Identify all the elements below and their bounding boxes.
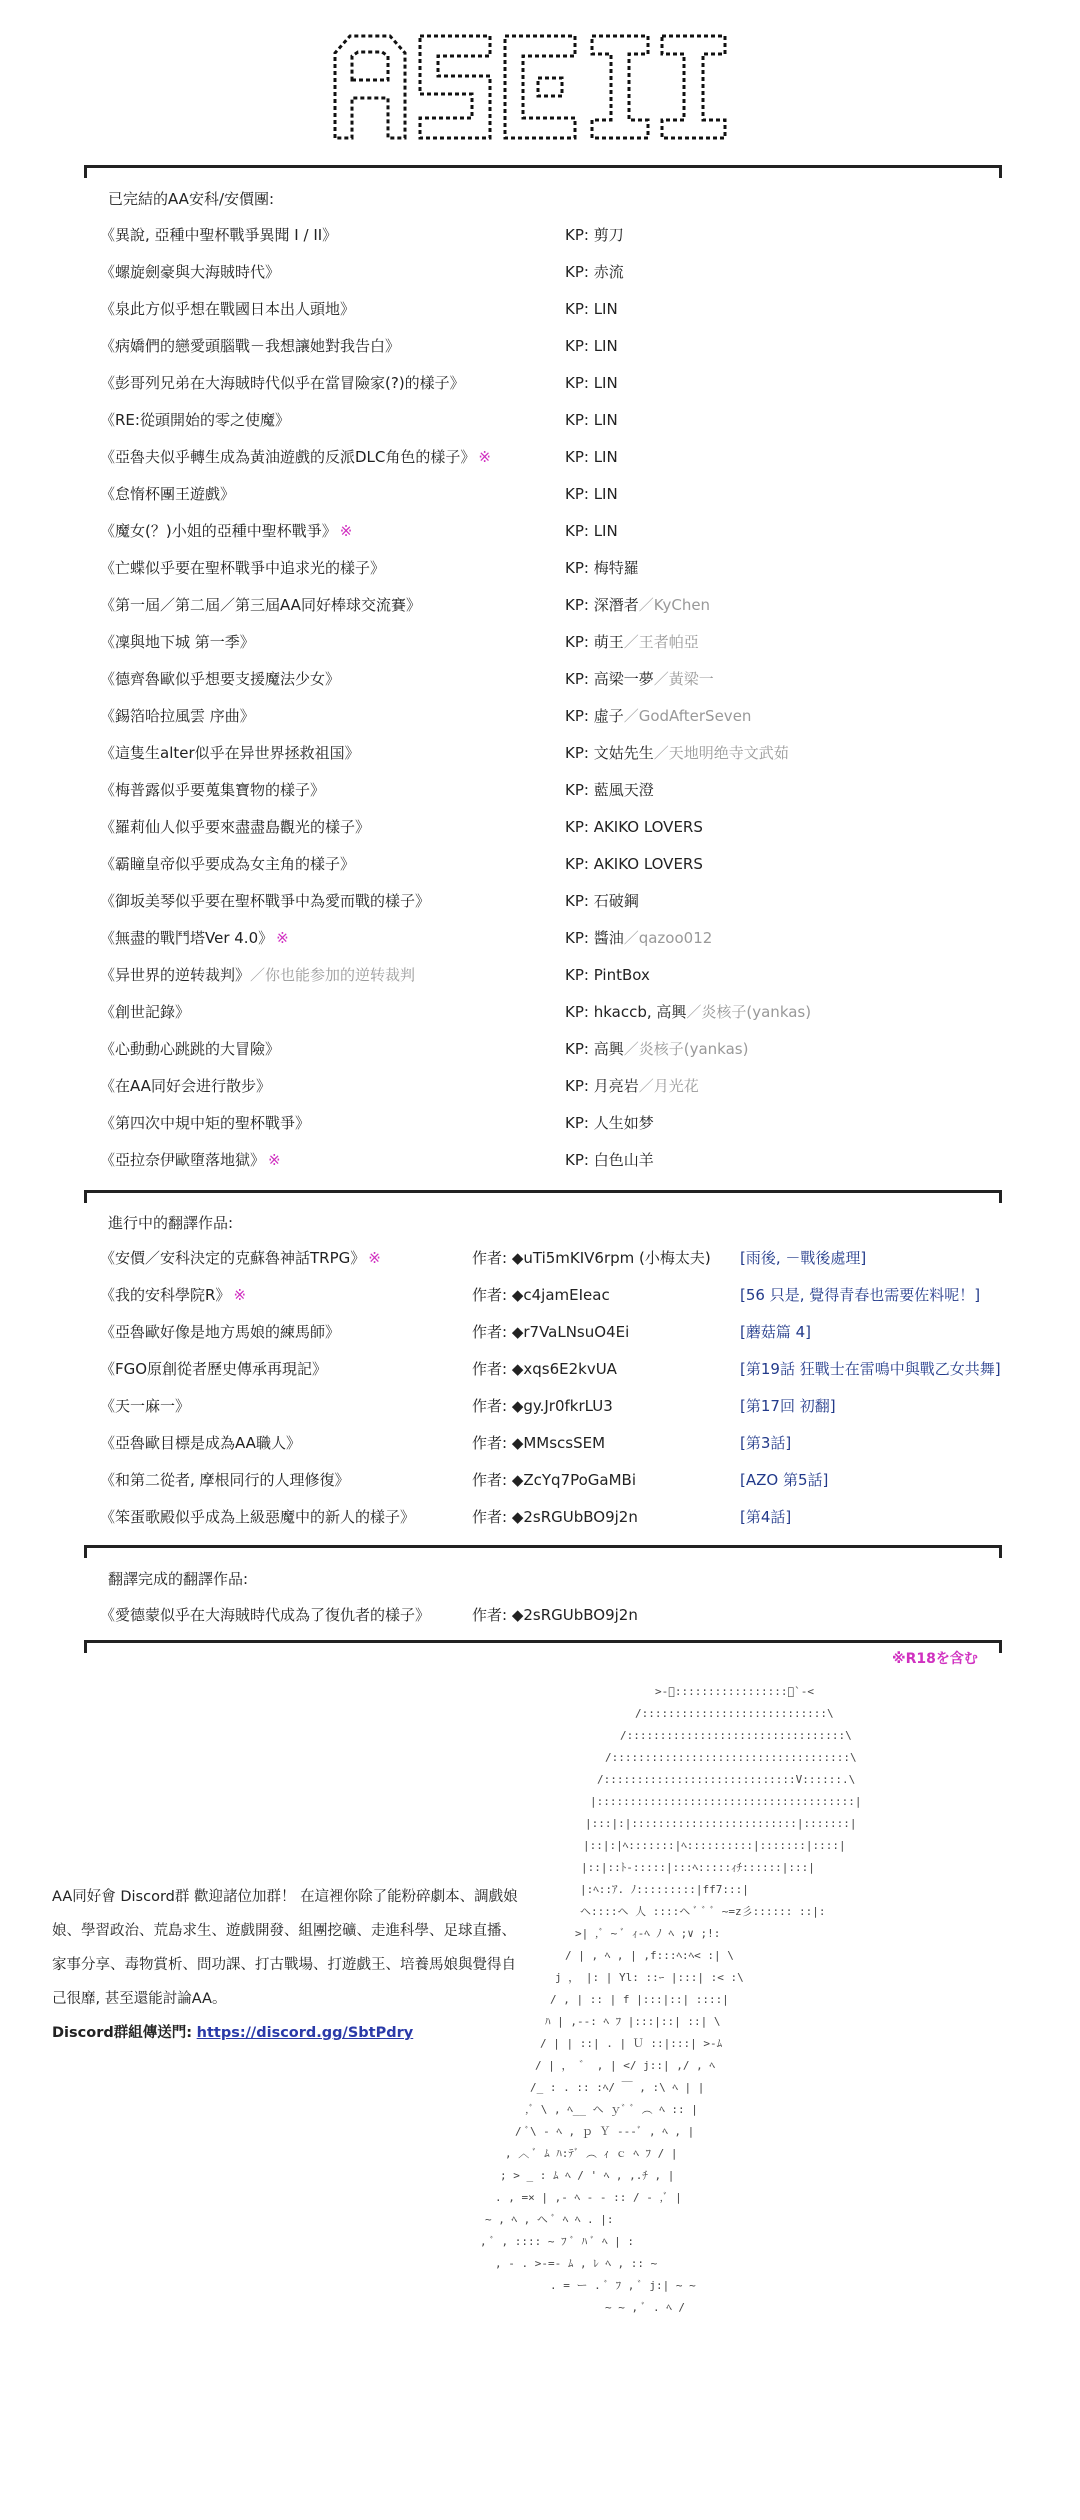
ongoing-row[interactable] bbox=[0, 1428, 1080, 1458]
author-name: 作者: ◆2sRGUbBO9j2n bbox=[472, 1606, 638, 1624]
completed-title bbox=[100, 1071, 271, 1101]
chapter-status: [第19話 狂戰士在雷鳴中與戰乙女共舞] bbox=[740, 1360, 1001, 1378]
completed-title bbox=[100, 738, 360, 768]
completed-title bbox=[100, 405, 290, 435]
work-title: 《德齊魯歐似乎想要支援魔法少女》 bbox=[100, 670, 341, 688]
discord-link-label: Discord群組傳送門: bbox=[52, 2025, 193, 2041]
completed-title bbox=[100, 368, 465, 398]
ongoing-row[interactable] bbox=[0, 1502, 1080, 1532]
svg-text:|:ﾍ::ｱ. ﾉ:::::::::|ff7::: |:ﾍ::ｱ. ﾉ:::::::::|ff7:::| bbox=[580, 1883, 749, 1896]
kp-alias: ／王者帕亞 bbox=[623, 633, 699, 651]
work-title: 《亞魯夫似乎轉生成為黃油遊戲的反派DLC角色的樣子》 bbox=[100, 448, 476, 466]
ongoing-title bbox=[100, 1243, 381, 1273]
completed-title bbox=[100, 701, 255, 731]
completed-row[interactable] bbox=[0, 442, 1080, 472]
work-title: 《這隻生alter似乎在异世界拯救祖国》 bbox=[100, 744, 360, 762]
r18-mark: ※ bbox=[268, 1151, 281, 1169]
completed-row[interactable] bbox=[0, 331, 1080, 361]
kp-name bbox=[565, 664, 714, 694]
author-name: 作者: ◆2sRGUbBO9j2n bbox=[472, 1508, 638, 1526]
completed-row[interactable] bbox=[0, 590, 1080, 620]
svg-text:/:::::::::::::::::::::::::::::: /:::::::::::::::::::::::::::::V::::::.\ bbox=[597, 1773, 856, 1786]
completed-title bbox=[100, 997, 190, 1027]
svg-text:ﾊ | ,--: ﾍ ﾌ |:::|: ﾊ | ,--: ﾍ ﾌ |:::|::| ::| \ bbox=[545, 2015, 721, 2028]
completed-title bbox=[100, 1034, 280, 1064]
work-title: 《心動動心跳跳的大冒險》 bbox=[100, 1040, 281, 1058]
ascii-art-figure bbox=[455, 1665, 1055, 2325]
svg-text:/::::::::::::::::::::::::::::\: /::::::::::::::::::::::::::::\ bbox=[635, 1707, 834, 1720]
r18-note: ※R18を含む bbox=[892, 1651, 978, 1667]
author-name: 作者: ◆r7VaLNsuO4Ei bbox=[472, 1323, 630, 1341]
kp-name bbox=[565, 479, 618, 509]
ongoing-title bbox=[100, 1465, 350, 1495]
ongoing-row[interactable] bbox=[0, 1317, 1080, 1347]
svg-text:|:::|:|:::::::::::::::::::::::: |:::|:|:::::::::::::::::::::::::|:::::::| bbox=[585, 1817, 857, 1830]
kp-primary: KP: LIN bbox=[565, 485, 618, 503]
svg-text:>-ﾞ:::::::::::::::::ﾞ`-<: >-ﾞ:::::::::::::::::ﾞ`-< bbox=[655, 1685, 814, 1698]
divider-ongoing bbox=[84, 1190, 1002, 1193]
completed-title bbox=[100, 1145, 281, 1175]
completed-row[interactable] bbox=[0, 479, 1080, 509]
svg-text:/ | ， ゛ , | </ j::|: / | ， ゛ , | </ j::| ,/ , ﾍ bbox=[535, 2059, 715, 2072]
completed-row[interactable] bbox=[0, 738, 1080, 768]
kp-name bbox=[565, 738, 789, 768]
kp-primary: KP: 月亮岩 bbox=[565, 1077, 639, 1095]
svg-text:; > _ : ﾑ ﾍ / ': ; > _ : ﾑ ﾍ / ' ﾍ , ,.ﾁ , | bbox=[500, 2169, 675, 2182]
kp-name bbox=[565, 960, 650, 990]
kp-primary: KP: 梅特羅 bbox=[565, 559, 639, 577]
author-name: 作者: ◆gy.Jr0fkrLU3 bbox=[472, 1397, 613, 1415]
work-title: 《亞魯歐好像是地方馬娘的練馬師》 bbox=[100, 1323, 341, 1341]
completed-row[interactable] bbox=[0, 812, 1080, 842]
kp-alias: ／黃梁一 bbox=[653, 670, 714, 688]
work-title: 《霸瞳皇帝似乎要成為女主角的樣子》 bbox=[100, 855, 356, 873]
completed-title bbox=[100, 479, 235, 509]
kp-primary: KP: AKIKO LOVERS bbox=[565, 818, 703, 836]
kp-alias: ／KyChen bbox=[638, 596, 711, 614]
author-name: 作者: ◆uTi5mKIV6rpm (小梅太夫) bbox=[472, 1249, 711, 1267]
work-title: 《在AA同好会进行散步》 bbox=[100, 1077, 271, 1095]
kp-name bbox=[565, 442, 618, 472]
work-title: 《亡蝶似乎要在聖杯戰爭中追求光的樣子》 bbox=[100, 559, 386, 577]
work-title: 《御坂美琴似乎要在聖杯戰爭中為愛而戰的樣子》 bbox=[100, 892, 431, 910]
r18-mark: ※ bbox=[276, 929, 289, 947]
kp-primary: KP: 醬油 bbox=[565, 929, 624, 947]
kp-name bbox=[565, 331, 618, 361]
completed-row[interactable] bbox=[0, 405, 1080, 435]
kp-name bbox=[565, 1034, 748, 1064]
kp-name bbox=[565, 294, 618, 324]
svg-text:/ ﾞ\ - ﾍ , ｐ Ｙ ---ﾞ: / ﾞ\ - ﾍ , ｐ Ｙ ---ﾞ , ﾍ , | bbox=[515, 2125, 695, 2138]
work-title: 《和第二從者, 摩根同行的人理修復》 bbox=[100, 1471, 350, 1489]
svg-text:~ ~ , ﾞ . ﾍ /: ~ ~ , ﾞ . ﾍ / bbox=[605, 2301, 686, 2314]
work-title: 《魔女(？)小姐的亞種中聖杯戰爭》 bbox=[100, 522, 337, 540]
completed-row[interactable] bbox=[0, 368, 1080, 398]
completed-row[interactable] bbox=[0, 775, 1080, 805]
kp-name bbox=[565, 516, 618, 546]
r18-mark: ※ bbox=[368, 1249, 381, 1267]
chapter-status: [第17回 初翻] bbox=[740, 1397, 836, 1415]
chapter-status: [56 只是, 覺得青春也需要佐料呢！] bbox=[740, 1286, 981, 1304]
completed-row[interactable] bbox=[0, 1034, 1080, 1064]
ongoing-title bbox=[100, 1391, 190, 1421]
chapter-status: [第4話] bbox=[740, 1508, 792, 1526]
finished-heading: 翻譯完成的翻譯作品: bbox=[108, 1570, 249, 1588]
completed-row[interactable] bbox=[0, 220, 1080, 250]
completed-row[interactable] bbox=[0, 923, 1080, 953]
kp-primary: KP: 虛子 bbox=[565, 707, 624, 725]
completed-title bbox=[100, 923, 289, 953]
kp-name bbox=[565, 997, 811, 1027]
kp-primary: KP: 剪刀 bbox=[565, 226, 624, 244]
kp-alias: ／炎核子(yankas) bbox=[686, 1003, 812, 1021]
ongoing-row[interactable] bbox=[0, 1465, 1080, 1495]
completed-row[interactable] bbox=[0, 516, 1080, 546]
ongoing-row[interactable] bbox=[0, 1391, 1080, 1421]
completed-row[interactable] bbox=[0, 960, 1080, 990]
completed-row[interactable] bbox=[0, 627, 1080, 657]
kp-name bbox=[565, 701, 751, 731]
svg-text:|::|:|ﾍ:::::::|ﾍ::::::::::|:::: |::|:|ﾍ:::::::|ﾍ::::::::::|:::::::|::::| bbox=[583, 1839, 846, 1852]
divider-top bbox=[84, 165, 1002, 168]
completed-title bbox=[100, 775, 325, 805]
work-title: 《怠惰杯團王遊戲》 bbox=[100, 485, 236, 503]
work-title: 《第一屆／第二屆／第三屆AA同好棒球交流賽》 bbox=[100, 596, 421, 614]
kp-alias: ／GodAfterSeven bbox=[623, 707, 752, 725]
work-title: 《天一麻一》 bbox=[100, 1397, 191, 1415]
kp-primary: KP: LIN bbox=[565, 448, 618, 466]
kp-name bbox=[565, 849, 703, 879]
completed-title bbox=[100, 442, 491, 472]
svg-text:/ | , ﾍ , | ,: / | , ﾍ , | ,f:::ﾍ:ﾍ< :| \ bbox=[565, 1949, 734, 1962]
svg-text:/:::::::::::::::::::::::::::::: /:::::::::::::::::::::::::::::::::\ bbox=[620, 1729, 852, 1742]
ascii-logo bbox=[330, 28, 730, 148]
ongoing-title bbox=[100, 1317, 340, 1347]
ongoing-row[interactable] bbox=[0, 1354, 1080, 1384]
work-title-note: ／你也能参加的逆转裁判 bbox=[250, 966, 416, 984]
kp-primary: KP: AKIKO LOVERS bbox=[565, 855, 703, 873]
finished-row[interactable] bbox=[0, 1600, 1080, 1630]
author-name: 作者: ◆xqs6E2kvUA bbox=[472, 1360, 617, 1378]
completed-row[interactable] bbox=[0, 849, 1080, 879]
completed-row[interactable] bbox=[0, 553, 1080, 583]
chapter-status: [雨後, －戰後處理] bbox=[740, 1249, 867, 1267]
svg-text:, ﾞ , :::: ~ ﾌ ﾞ ﾊ: , ﾞ , :::: ~ ﾌ ﾞ ﾊ ﾞ ﾍ | : bbox=[480, 2235, 635, 2248]
discord-link[interactable]: https://discord.gg/SbtPdry bbox=[196, 2025, 414, 2041]
svg-text:, ︿ ﾞ ﾑ ﾊ:ﾃﾞ ︵ ｨ ｃ: , ︿ ﾞ ﾑ ﾊ:ﾃﾞ ︵ ｨ ｃ ﾍ ﾌ / | bbox=[505, 2147, 678, 2160]
kp-name bbox=[565, 553, 639, 583]
svg-text:/ , | :: | f |:::: / , | :: | f |:::|::| ::::| bbox=[550, 1993, 729, 2006]
kp-primary: KP: LIN bbox=[565, 411, 618, 429]
svg-text:>| ,ﾞ ~ ﾞ ｨ-ﾍ ﾉ ﾍ: >| ,ﾞ ~ ﾞ ｨ-ﾍ ﾉ ﾍ ;∨ ;!: bbox=[575, 1927, 721, 1940]
work-title: 《亞拉奈伊歐墮落地獄》 bbox=[100, 1151, 266, 1169]
completed-row[interactable] bbox=[0, 701, 1080, 731]
r18-mark: ※ bbox=[339, 522, 353, 540]
kp-name bbox=[565, 812, 703, 842]
completed-title bbox=[100, 257, 280, 287]
work-title: 《螺旋劍豪與大海賊時代》 bbox=[100, 263, 281, 281]
discord-info bbox=[52, 1880, 522, 2050]
work-title: 《安價／安科決定的克蘇魯神話TRPG》 bbox=[100, 1249, 366, 1267]
completed-title bbox=[100, 664, 340, 694]
svg-text:~ , ﾍ , ヘ ﾞ: ~ , ﾍ , ヘ ﾞ ﾍ ﾍ . |: bbox=[485, 2213, 614, 2226]
kp-primary: KP: 萌王 bbox=[565, 633, 624, 651]
completed-title bbox=[100, 516, 352, 546]
kp-name bbox=[565, 923, 712, 953]
completed-row[interactable] bbox=[0, 997, 1080, 1027]
work-title: 《病嬌們的戀愛頭腦戰－我想讓她對我告白》 bbox=[100, 337, 401, 355]
ongoing-title bbox=[100, 1502, 415, 1532]
work-title: 《愛德蒙似乎在大海賊時代成為了復仇者的樣子》 bbox=[100, 1606, 431, 1624]
work-title: 《羅莉仙人似乎要來盡盡島觀光的樣子》 bbox=[100, 818, 371, 836]
kp-alias: ／炎核子(yankas) bbox=[623, 1040, 749, 1058]
completed-row[interactable] bbox=[0, 1145, 1080, 1175]
ongoing-row[interactable] bbox=[0, 1280, 1080, 1310]
svg-text:/:::::::::::::::::::::::::::::: /::::::::::::::::::::::::::::::::::::\ bbox=[605, 1751, 857, 1764]
work-title: 《笨蛋歌殿似乎成為上級惡魔中的新人的樣子》 bbox=[100, 1508, 416, 1526]
kp-primary: KP: LIN bbox=[565, 337, 618, 355]
ongoing-title bbox=[100, 1428, 301, 1458]
kp-primary: KP: LIN bbox=[565, 300, 618, 318]
r18-mark: ※ bbox=[478, 448, 491, 466]
svg-text:,ﾞ \ , ﾍ__ ヘ ｙﾞ ﾞ ︵ ﾍ: ,ﾞ \ , ﾍ__ ヘ ｙﾞ ﾞ ︵ ﾍ :: | bbox=[525, 2103, 698, 2116]
kp-name bbox=[565, 368, 618, 398]
kp-primary: KP: 石破鋼 bbox=[565, 892, 639, 910]
completed-row[interactable] bbox=[0, 886, 1080, 916]
svg-text:/ | | ::| . | Ｕ: / | | ::| . | Ｕ ::|:::| >-ﾑ bbox=[540, 2037, 723, 2050]
svg-text:. , =× | ,- ﾍ - -: . , =× | ,- ﾍ - - :: / - ,ﾞ | bbox=[495, 2191, 682, 2204]
kp-primary: KP: LIN bbox=[565, 522, 618, 540]
kp-primary: KP: 藍風天澄 bbox=[565, 781, 654, 799]
finished-title bbox=[100, 1600, 430, 1630]
completed-title bbox=[100, 590, 421, 620]
kp-name bbox=[565, 1145, 654, 1175]
svg-text:. = ー . ﾞ ﾌ , ﾞ: . = ー . ﾞ ﾌ , ﾞ j:| ~ ~ bbox=[550, 2279, 696, 2292]
author-name: 作者: ◆MMscsSEM bbox=[472, 1434, 606, 1452]
svg-text:, - . >-=- ﾑ , ﾚ: , - . >-=- ﾑ , ﾚ ﾍ , :: ~ bbox=[495, 2257, 658, 2270]
chapter-status: [第3話] bbox=[740, 1434, 792, 1452]
kp-primary: KP: 深潛者 bbox=[565, 596, 639, 614]
kp-primary: KP: 白色山羊 bbox=[565, 1151, 654, 1169]
svg-text:ヘ::::ヘ 人 ::::ヘ ﾞ ﾞ ﾞ ~=z彡::::: ヘ::::ヘ 人 ::::ヘ ﾞ ﾞ ﾞ ~=z彡:::::: ::|: bbox=[580, 1905, 826, 1918]
ongoing-title bbox=[100, 1354, 327, 1384]
ongoing-title bbox=[100, 1280, 246, 1310]
work-title: 《泉此方似乎想在戰國日本出人頭地》 bbox=[100, 300, 356, 318]
kp-name bbox=[565, 1108, 654, 1138]
kp-primary: KP: 高興 bbox=[565, 1040, 624, 1058]
chapter-status: [蘑菇篇 4] bbox=[740, 1323, 812, 1341]
kp-alias: ／月光花 bbox=[638, 1077, 699, 1095]
work-title: 《RE:從頭開始的零之使魔》 bbox=[100, 411, 290, 429]
svg-text:/_ : . :: :ﾍ/ ￣ , :: /_ : . :: :ﾍ/ ￣ , :\ ﾍ | | bbox=[530, 2081, 705, 2094]
author-name: 作者: ◆c4jamEIeac bbox=[472, 1286, 610, 1304]
completed-row[interactable] bbox=[0, 664, 1080, 694]
kp-name bbox=[565, 886, 639, 916]
work-title: 《异世界的逆转裁判》 bbox=[100, 966, 251, 984]
completed-row[interactable] bbox=[0, 1108, 1080, 1138]
kp-alias: ／qazoo012 bbox=[623, 929, 713, 947]
r18-mark: ※ bbox=[233, 1286, 247, 1304]
completed-heading: 已完結的AA安科/安價團: bbox=[108, 190, 275, 208]
completed-title bbox=[100, 220, 337, 250]
work-title: 《第四次中規中矩的聖杯戰爭》 bbox=[100, 1114, 311, 1132]
chapter-status: [AZO 第5話] bbox=[740, 1471, 829, 1489]
kp-primary: KP: 赤流 bbox=[565, 263, 624, 281]
ongoing-heading: 進行中的翻譯作品: bbox=[108, 1214, 234, 1232]
kp-primary: KP: LIN bbox=[565, 374, 618, 392]
kp-name bbox=[565, 775, 654, 805]
completed-title bbox=[100, 960, 415, 990]
completed-title bbox=[100, 849, 355, 879]
kp-primary: KP: hkaccb, 高興 bbox=[565, 1003, 687, 1021]
kp-name bbox=[565, 627, 699, 657]
svg-text:j ， |: | Yl: ::ｰ |: j ， |: | Yl: ::ｰ |:::| :< :\ bbox=[555, 1971, 744, 1984]
work-title: 《FGO原創從者歷史傳承再現記》 bbox=[100, 1360, 328, 1378]
work-title: 《梅普露似乎要蒐集寶物的樣子》 bbox=[100, 781, 326, 799]
work-title: 《創世記錄》 bbox=[100, 1003, 191, 1021]
kp-name bbox=[565, 405, 618, 435]
divider-bottom bbox=[84, 1640, 1002, 1643]
kp-primary: KP: PintBox bbox=[565, 966, 650, 984]
svg-text:|::|::ﾄ-:::::|:::ﾍ:::::ｨﾁ:::::: |::|::ﾄ-:::::|:::ﾍ:::::ｨﾁ::::::|:::| bbox=[581, 1861, 815, 1874]
completed-row[interactable] bbox=[0, 257, 1080, 287]
divider-finished bbox=[84, 1545, 1002, 1548]
completed-title bbox=[100, 886, 430, 916]
completed-title bbox=[100, 812, 370, 842]
work-title: 《凜與地下城 第一季》 bbox=[100, 633, 255, 651]
kp-primary: KP: 文姑先生 bbox=[565, 744, 654, 762]
kp-primary: KP: 人生如梦 bbox=[565, 1114, 654, 1132]
work-title: 《彭哥列兄弟在大海賊時代似乎在當冒險家(?)的樣子》 bbox=[100, 374, 465, 392]
kp-name bbox=[565, 1071, 699, 1101]
author-name: 作者: ◆ZcYq7PoGaMBi bbox=[472, 1471, 637, 1489]
work-title: 《錫箔哈拉風雲 序曲》 bbox=[100, 707, 255, 725]
ongoing-row[interactable] bbox=[0, 1243, 1080, 1273]
completed-row[interactable] bbox=[0, 1071, 1080, 1101]
completed-title bbox=[100, 1108, 310, 1138]
kp-name bbox=[565, 257, 624, 287]
kp-name bbox=[565, 220, 624, 250]
completed-row[interactable] bbox=[0, 294, 1080, 324]
work-title: 《異說, 亞種中聖杯戰爭異聞 I / II》 bbox=[100, 226, 338, 244]
discord-body: AA同好會 Discord群 歡迎諸位加群！ 在這裡你除了能粉碎劇本、調戲娘娘、學習政治、荒島求生、遊戲開發、組團挖礦、走進科學、足球直播、家事分享、毒物賞析、問功課、打古戰場、打遊戲王、培養馬娘與覺得自己很靡, 甚至還能討論AA。 bbox=[52, 1889, 518, 2007]
completed-title bbox=[100, 294, 355, 324]
completed-title bbox=[100, 331, 400, 361]
completed-title bbox=[100, 553, 385, 583]
work-title: 《亞魯歐目標是成為AA職人》 bbox=[100, 1434, 301, 1452]
work-title: 《我的安科學院R》 bbox=[100, 1286, 231, 1304]
kp-primary: KP: 高梁一夢 bbox=[565, 670, 654, 688]
svg-text:|:::::::::::::::::::::::::::::: |:::::::::::::::::::::::::::::::::::::::| bbox=[590, 1795, 862, 1808]
completed-title bbox=[100, 627, 255, 657]
kp-alias: ／天地明绝寺文武茹 bbox=[653, 744, 789, 762]
kp-name bbox=[565, 590, 710, 620]
work-title: 《無盡的戰鬥塔Ver 4.0》 bbox=[100, 929, 274, 947]
